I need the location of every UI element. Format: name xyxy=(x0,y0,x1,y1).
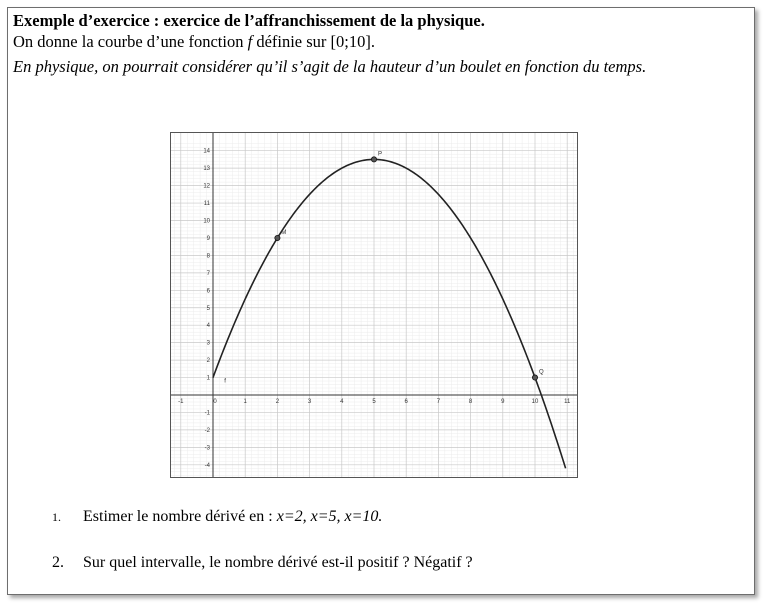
function-name: f xyxy=(247,32,253,51)
exercise-title: Exemple d’exercice : exercice de l’affranchissement de la physique. xyxy=(13,11,485,30)
y-tick-label: -2 xyxy=(204,427,210,434)
y-tick-label: 10 xyxy=(203,218,210,225)
statement-text-a: On donne la courbe d’une fonction xyxy=(13,32,248,51)
y-tick-label: 9 xyxy=(206,235,210,242)
question-2 xyxy=(52,554,473,572)
x-tick-label: 11 xyxy=(564,399,571,405)
question-2-text: Sur quel intervalle, le nombre dérivé est-il positif ? Négatif ? xyxy=(83,554,473,571)
y-tick-label: 2 xyxy=(206,358,210,365)
x-tick-label: 5 xyxy=(372,399,376,405)
function-label: f xyxy=(224,378,226,385)
y-tick-label: 4 xyxy=(206,323,210,330)
function-graph xyxy=(170,132,578,478)
y-tick-label: 1 xyxy=(206,375,210,382)
question-1-text: Estimer le nombre dérivé en : xyxy=(83,508,277,525)
x-tick-label: 4 xyxy=(340,399,344,405)
x-tick-label: -1 xyxy=(178,399,184,405)
y-tick-label: 14 xyxy=(203,148,210,155)
question-2-number: 2. xyxy=(52,554,64,571)
x-tick-label: 6 xyxy=(404,399,408,405)
y-tick-label: -1 xyxy=(204,410,210,417)
exercise-statement xyxy=(13,32,375,52)
graph-svg xyxy=(171,133,577,477)
point-q xyxy=(532,375,537,380)
y-tick-label: 11 xyxy=(203,201,210,208)
y-tick-label: -3 xyxy=(204,445,210,452)
point-label-m: M xyxy=(281,229,287,236)
point-label-q: Q xyxy=(539,369,544,376)
x-tick-label: 7 xyxy=(436,399,441,405)
x-tick-label: 2 xyxy=(275,399,280,405)
question-1 xyxy=(52,508,382,526)
y-tick-label: 5 xyxy=(206,305,210,312)
y-tick-label: 7 xyxy=(206,270,210,277)
x-tick-label: 8 xyxy=(468,399,473,405)
point-label-p: P xyxy=(378,151,383,158)
y-tick-label: 12 xyxy=(203,183,210,190)
x-tick-label: 10 xyxy=(531,399,539,405)
x-tick-label: 3 xyxy=(307,399,312,405)
x-tick-label: 0 xyxy=(213,399,217,405)
y-tick-label: 3 xyxy=(206,340,210,347)
question-1-number: 1. xyxy=(52,510,61,524)
y-tick-label: -4 xyxy=(204,462,210,469)
y-tick-label: 8 xyxy=(206,253,210,260)
y-tick-label: 13 xyxy=(203,166,210,173)
y-tick-label: 6 xyxy=(206,288,210,295)
physics-context: En physique, on pourrait considérer qu’il s’agit de la hauteur d’un boulet en fonction du temps. xyxy=(13,57,647,76)
point-p xyxy=(371,157,376,162)
question-1-values: x=2, x=5, x=10. xyxy=(276,508,383,525)
x-tick-label: 1 xyxy=(243,399,247,405)
statement-text-b: définie sur [0;10]. xyxy=(252,32,375,51)
x-tick-label: 9 xyxy=(501,399,505,405)
grid-major xyxy=(171,133,577,477)
function-curve xyxy=(213,159,566,468)
tick-labels xyxy=(178,149,571,469)
point-m xyxy=(275,235,280,240)
